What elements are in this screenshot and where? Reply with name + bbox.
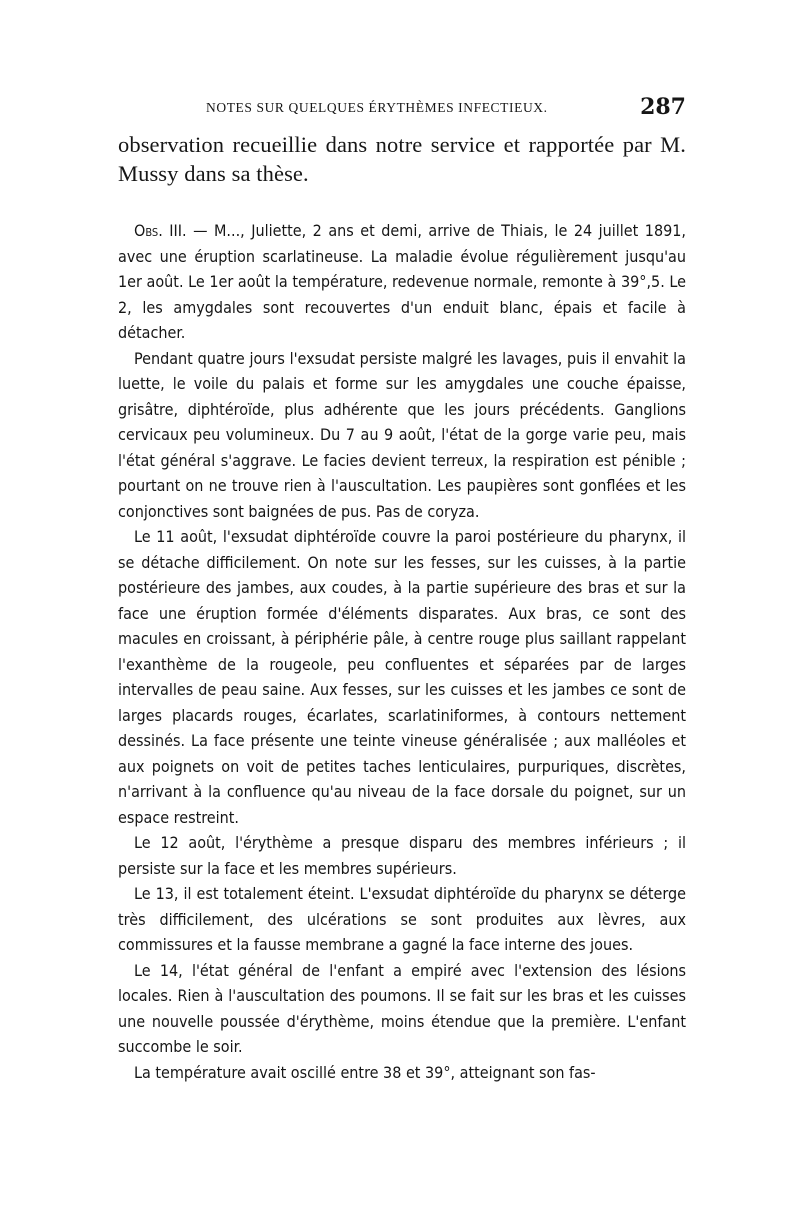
observation-paragraph: Le 14, l'état général de l'enfant a empiré avec l'extension des lésions locales. Rien à l'auscultation des poumons. Il se fait sur les bras et les cuisses une nouvelle poussée d'érythème, moins étendue que la première. L'enfant succombe le soir.	[118, 960, 686, 1056]
running-title: NOTES SUR QUELQUES ÉRYTHÈMES INFECTIEUX.	[206, 100, 548, 115]
page-body	[118, 130, 686, 1085]
intro-paragraph: observation recueillie dans notre service et rapportée par M. Mussy dans sa thèse.	[118, 132, 686, 186]
observation-paragraph: Le 11 août, l'exsudat diphtéroïde couvre la paroi postérieure du pharynx, il se détache difficilement. On note sur les fesses, sur les cuisses, à la partie postérieure des jambes, aux coudes, à la partie supérieure des bras et sur la face une éruption formée d'éléments disparates. Aux bras, ce sont des macules en croissant, à périphérie pâle, à centre rouge plus saillant rappelant l'exanthème de la rougeole, peu confluentes et séparées par de larges intervalles de peau saine. Aux fesses, sur les cuisses et les jambes ce sont de larges placards rouges, écarlates, scarlatiniformes, à contours nettement dessinés. La face présente une teinte vineuse généralisée ; aux malléoles et aux poignets on voit de petites taches lenticulaires, purpuriques, discrètes, n'arrivant à la confluence qu'au niveau de la face dorsale du poignet, sur un espace restreint.	[118, 527, 686, 827]
observation-paragraph: La température avait oscillé entre 38 et 39°, atteignant son fas-	[134, 1062, 596, 1082]
observation-paragraph: Le 12 août, l'érythème a presque disparu des membres inférieurs ; il persiste sur la face et les membres supérieurs.	[118, 833, 686, 878]
running-header	[118, 94, 686, 122]
page-number: 287	[640, 94, 686, 120]
observation-first-paragraph	[118, 218, 686, 346]
observation-paragraph: Le 13, il est totalement éteint. L'exsudat diphtéroïde du pharynx se déterge très difficilement, des ulcérations se sont produites aux lèvres, aux commissures et la fausse membrane a gagné la face interne des joues.	[118, 884, 686, 954]
observation-block	[118, 218, 686, 1085]
observation-paragraph: Pendant quatre jours l'exsudat persiste malgré les lavages, puis il envahit la luette, le voile du palais et forme sur les amygdales une couche épaisse, grisâtre, diphtéroïde, plus adhérente que les jours précédents. Ganglions cervicaux peu volumineux. Du 7 au 9 août, l'état de la gorge varie peu, mais l'état général s'aggrave. Le facies devient terreux, la respiration est pénible ; pourtant on ne trouve rien à l'auscultation. Les paupières sont gonflées et les conjonctives sont baignées de pus. Pas de coryza.	[118, 348, 686, 521]
observation-first-text: — M..., Juliette, 2 ans et demi, arrive de Thiais, le 24 juillet 1891, avec une éruption scarlatineuse. La maladie évolue régulièrement jusqu'au 1er août. Le 1er août la température, redevenue normale, remonte à 39°,5. Le 2, les amygdales sont recouvertes d'un enduit blanc, épais et facile à détacher.	[118, 221, 686, 342]
observation-label: Obs. III.	[134, 221, 187, 240]
